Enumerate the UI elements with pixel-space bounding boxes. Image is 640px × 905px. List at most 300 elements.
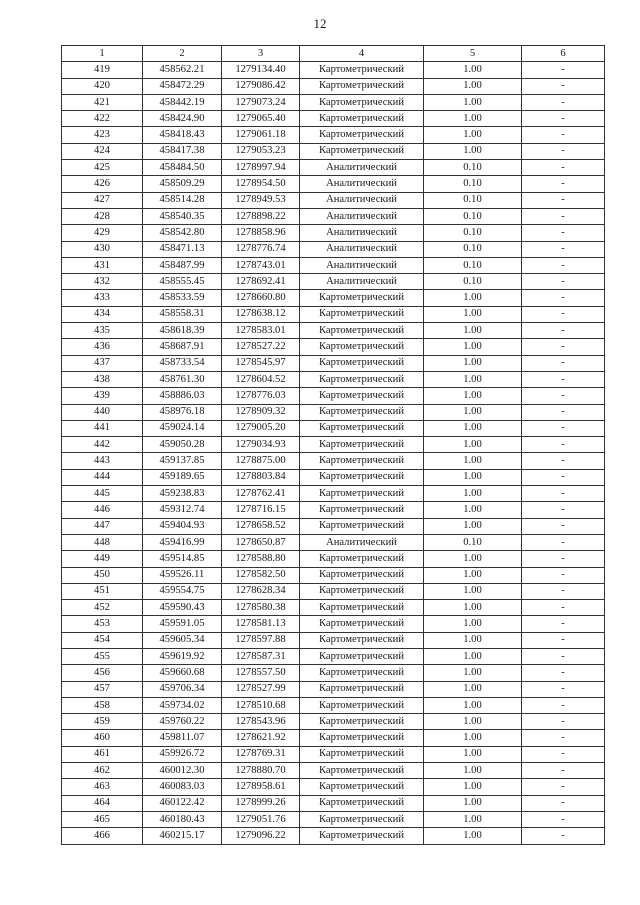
x-coordinate-cell: 458618.39: [143, 323, 222, 339]
y-coordinate-cell: 1278898.22: [222, 208, 300, 224]
method-cell: Аналитический: [300, 534, 424, 550]
table-header-row: [62, 46, 605, 62]
x-coordinate-cell: 459526.11: [143, 567, 222, 583]
method-cell: Аналитический: [300, 274, 424, 290]
method-cell: Картометрический: [300, 600, 424, 616]
point-number-cell: 464: [62, 795, 143, 811]
table-row: [62, 257, 605, 273]
table-row: [62, 208, 605, 224]
point-number-cell: 424: [62, 143, 143, 159]
note-cell: -: [522, 681, 605, 697]
accuracy-cell: 0.10: [424, 257, 522, 273]
y-coordinate-cell: 1278692.41: [222, 274, 300, 290]
method-cell: Картометрический: [300, 420, 424, 436]
table-row: [62, 453, 605, 469]
note-cell: -: [522, 763, 605, 779]
method-cell: Картометрический: [300, 828, 424, 844]
accuracy-cell: 0.10: [424, 534, 522, 550]
x-coordinate-cell: 458886.03: [143, 388, 222, 404]
accuracy-cell: 1.00: [424, 779, 522, 795]
column-header: 6: [522, 46, 605, 62]
note-cell: -: [522, 274, 605, 290]
x-coordinate-cell: 460180.43: [143, 811, 222, 827]
x-coordinate-cell: 459312.74: [143, 502, 222, 518]
table-row: [62, 371, 605, 387]
y-coordinate-cell: 1278875.00: [222, 453, 300, 469]
x-coordinate-cell: 458471.13: [143, 241, 222, 257]
method-cell: Картометрический: [300, 143, 424, 159]
table-row: [62, 534, 605, 550]
x-coordinate-cell: 458540.35: [143, 208, 222, 224]
table-row: [62, 388, 605, 404]
note-cell: -: [522, 632, 605, 648]
method-cell: Картометрический: [300, 681, 424, 697]
method-cell: Картометрический: [300, 355, 424, 371]
note-cell: -: [522, 241, 605, 257]
y-coordinate-cell: 1278582.50: [222, 567, 300, 583]
point-number-cell: 456: [62, 665, 143, 681]
note-cell: -: [522, 600, 605, 616]
x-coordinate-cell: 458484.50: [143, 160, 222, 176]
note-cell: -: [522, 648, 605, 664]
table-row: [62, 648, 605, 664]
point-number-cell: 425: [62, 160, 143, 176]
method-cell: Картометрический: [300, 323, 424, 339]
note-cell: -: [522, 78, 605, 94]
table-row: [62, 551, 605, 567]
y-coordinate-cell: 1278527.22: [222, 339, 300, 355]
point-number-cell: 449: [62, 551, 143, 567]
method-cell: Картометрический: [300, 632, 424, 648]
table-row: [62, 274, 605, 290]
method-cell: Картометрический: [300, 469, 424, 485]
accuracy-cell: 1.00: [424, 371, 522, 387]
table-row: [62, 355, 605, 371]
note-cell: -: [522, 111, 605, 127]
method-cell: Картометрический: [300, 811, 424, 827]
accuracy-cell: 1.00: [424, 62, 522, 78]
point-number-cell: 422: [62, 111, 143, 127]
table-row: [62, 714, 605, 730]
note-cell: -: [522, 486, 605, 502]
method-cell: Аналитический: [300, 208, 424, 224]
note-cell: -: [522, 192, 605, 208]
note-cell: -: [522, 371, 605, 387]
point-number-cell: 421: [62, 94, 143, 110]
accuracy-cell: 1.00: [424, 746, 522, 762]
accuracy-cell: 0.10: [424, 176, 522, 192]
point-number-cell: 446: [62, 502, 143, 518]
table-row: [62, 290, 605, 306]
method-cell: Картометрический: [300, 306, 424, 322]
y-coordinate-cell: 1278997.94: [222, 160, 300, 176]
accuracy-cell: 1.00: [424, 600, 522, 616]
point-number-cell: 444: [62, 469, 143, 485]
table-body: [62, 62, 605, 844]
x-coordinate-cell: 458417.38: [143, 143, 222, 159]
x-coordinate-cell: 459050.28: [143, 437, 222, 453]
accuracy-cell: 1.00: [424, 486, 522, 502]
x-coordinate-cell: 458424.90: [143, 111, 222, 127]
note-cell: -: [522, 176, 605, 192]
y-coordinate-cell: 1278527.99: [222, 681, 300, 697]
x-coordinate-cell: 458542.80: [143, 225, 222, 241]
point-number-cell: 432: [62, 274, 143, 290]
point-number-cell: 458: [62, 697, 143, 713]
y-coordinate-cell: 1279061.18: [222, 127, 300, 143]
accuracy-cell: 1.00: [424, 323, 522, 339]
table-row: [62, 616, 605, 632]
x-coordinate-cell: 458687.91: [143, 339, 222, 355]
table-row: [62, 665, 605, 681]
method-cell: Картометрический: [300, 486, 424, 502]
column-header: 1: [62, 46, 143, 62]
y-coordinate-cell: 1278557.50: [222, 665, 300, 681]
table-row: [62, 176, 605, 192]
y-coordinate-cell: 1278660.80: [222, 290, 300, 306]
point-number-cell: 429: [62, 225, 143, 241]
y-coordinate-cell: 1279073.24: [222, 94, 300, 110]
x-coordinate-cell: 459189.65: [143, 469, 222, 485]
point-number-cell: 433: [62, 290, 143, 306]
table-row: [62, 811, 605, 827]
y-coordinate-cell: 1278999.26: [222, 795, 300, 811]
x-coordinate-cell: 460012.30: [143, 763, 222, 779]
method-cell: Картометрический: [300, 795, 424, 811]
x-coordinate-cell: 458442.19: [143, 94, 222, 110]
y-coordinate-cell: 1278743.01: [222, 257, 300, 273]
accuracy-cell: 1.00: [424, 518, 522, 534]
y-coordinate-cell: 1279065.40: [222, 111, 300, 127]
point-number-cell: 455: [62, 648, 143, 664]
method-cell: Аналитический: [300, 257, 424, 273]
table-row: [62, 404, 605, 420]
accuracy-cell: 1.00: [424, 127, 522, 143]
table-row: [62, 323, 605, 339]
method-cell: Картометрический: [300, 665, 424, 681]
x-coordinate-cell: 460215.17: [143, 828, 222, 844]
table-row: [62, 746, 605, 762]
y-coordinate-cell: 1278621.92: [222, 730, 300, 746]
table-row: [62, 502, 605, 518]
method-cell: Картометрический: [300, 763, 424, 779]
table-row: [62, 681, 605, 697]
table-row: [62, 518, 605, 534]
note-cell: -: [522, 127, 605, 143]
y-coordinate-cell: 1278628.34: [222, 583, 300, 599]
y-coordinate-cell: 1278958.61: [222, 779, 300, 795]
x-coordinate-cell: 458976.18: [143, 404, 222, 420]
y-coordinate-cell: 1278716.15: [222, 502, 300, 518]
note-cell: -: [522, 730, 605, 746]
x-coordinate-cell: 458733.54: [143, 355, 222, 371]
table-row: [62, 339, 605, 355]
y-coordinate-cell: 1278545.97: [222, 355, 300, 371]
method-cell: Картометрический: [300, 551, 424, 567]
method-cell: Картометрический: [300, 339, 424, 355]
accuracy-cell: 1.00: [424, 697, 522, 713]
method-cell: Аналитический: [300, 176, 424, 192]
y-coordinate-cell: 1279134.40: [222, 62, 300, 78]
x-coordinate-cell: 458761.30: [143, 371, 222, 387]
accuracy-cell: 1.00: [424, 811, 522, 827]
note-cell: -: [522, 534, 605, 550]
table-row: [62, 94, 605, 110]
accuracy-cell: 1.00: [424, 355, 522, 371]
x-coordinate-cell: 458514.28: [143, 192, 222, 208]
accuracy-cell: 1.00: [424, 404, 522, 420]
table-row: [62, 763, 605, 779]
note-cell: -: [522, 143, 605, 159]
method-cell: Картометрический: [300, 404, 424, 420]
point-number-cell: 434: [62, 306, 143, 322]
table-row: [62, 567, 605, 583]
x-coordinate-cell: 459706.34: [143, 681, 222, 697]
point-number-cell: 427: [62, 192, 143, 208]
x-coordinate-cell: 459811.07: [143, 730, 222, 746]
accuracy-cell: 1.00: [424, 665, 522, 681]
table-row: [62, 225, 605, 241]
note-cell: -: [522, 225, 605, 241]
note-cell: -: [522, 616, 605, 632]
method-cell: Картометрический: [300, 616, 424, 632]
note-cell: -: [522, 502, 605, 518]
note-cell: -: [522, 453, 605, 469]
method-cell: Картометрический: [300, 127, 424, 143]
y-coordinate-cell: 1278803.84: [222, 469, 300, 485]
point-number-cell: 431: [62, 257, 143, 273]
note-cell: -: [522, 811, 605, 827]
point-number-cell: 439: [62, 388, 143, 404]
accuracy-cell: 1.00: [424, 828, 522, 844]
y-coordinate-cell: 1278510.68: [222, 697, 300, 713]
method-cell: Картометрический: [300, 94, 424, 110]
table-row: [62, 486, 605, 502]
method-cell: Картометрический: [300, 62, 424, 78]
y-coordinate-cell: 1278543.96: [222, 714, 300, 730]
x-coordinate-cell: 459554.75: [143, 583, 222, 599]
y-coordinate-cell: 1278858.96: [222, 225, 300, 241]
y-coordinate-cell: 1278658.52: [222, 518, 300, 534]
accuracy-cell: 1.00: [424, 795, 522, 811]
x-coordinate-cell: 459591.05: [143, 616, 222, 632]
accuracy-cell: 0.10: [424, 160, 522, 176]
method-cell: Картометрический: [300, 290, 424, 306]
point-number-cell: 438: [62, 371, 143, 387]
method-cell: Картометрический: [300, 697, 424, 713]
table-row: [62, 160, 605, 176]
y-coordinate-cell: 1278769.31: [222, 746, 300, 762]
point-number-cell: 426: [62, 176, 143, 192]
accuracy-cell: 1.00: [424, 420, 522, 436]
note-cell: -: [522, 94, 605, 110]
point-number-cell: 462: [62, 763, 143, 779]
note-cell: -: [522, 828, 605, 844]
note-cell: -: [522, 714, 605, 730]
table-row: [62, 632, 605, 648]
point-number-cell: 430: [62, 241, 143, 257]
point-number-cell: 463: [62, 779, 143, 795]
note-cell: -: [522, 697, 605, 713]
y-coordinate-cell: 1278650.87: [222, 534, 300, 550]
point-number-cell: 436: [62, 339, 143, 355]
point-number-cell: 466: [62, 828, 143, 844]
method-cell: Картометрический: [300, 78, 424, 94]
x-coordinate-cell: 460083.03: [143, 779, 222, 795]
method-cell: Картометрический: [300, 453, 424, 469]
page-number: 12: [313, 16, 327, 31]
y-coordinate-cell: 1278588.80: [222, 551, 300, 567]
x-coordinate-cell: 458418.43: [143, 127, 222, 143]
y-coordinate-cell: 1278776.74: [222, 241, 300, 257]
table-row: [62, 600, 605, 616]
y-coordinate-cell: 1278583.01: [222, 323, 300, 339]
method-cell: Картометрический: [300, 502, 424, 518]
accuracy-cell: 1.00: [424, 567, 522, 583]
table-row: [62, 78, 605, 94]
note-cell: -: [522, 567, 605, 583]
table-row: [62, 730, 605, 746]
x-coordinate-cell: 458487.99: [143, 257, 222, 273]
y-coordinate-cell: 1278587.31: [222, 648, 300, 664]
note-cell: -: [522, 795, 605, 811]
note-cell: -: [522, 746, 605, 762]
x-coordinate-cell: 459137.85: [143, 453, 222, 469]
x-coordinate-cell: 459416.99: [143, 534, 222, 550]
method-cell: Картометрический: [300, 371, 424, 387]
x-coordinate-cell: 459660.68: [143, 665, 222, 681]
accuracy-cell: 1.00: [424, 730, 522, 746]
accuracy-cell: 1.00: [424, 616, 522, 632]
point-number-cell: 447: [62, 518, 143, 534]
x-coordinate-cell: 458509.29: [143, 176, 222, 192]
accuracy-cell: 1.00: [424, 306, 522, 322]
point-number-cell: 419: [62, 62, 143, 78]
method-cell: Картометрический: [300, 437, 424, 453]
point-number-cell: 457: [62, 681, 143, 697]
point-number-cell: 461: [62, 746, 143, 762]
table-row: [62, 583, 605, 599]
x-coordinate-cell: 459605.34: [143, 632, 222, 648]
x-coordinate-cell: 459238.83: [143, 486, 222, 502]
coordinates-table: [61, 45, 605, 845]
method-cell: Картометрический: [300, 518, 424, 534]
table-row: [62, 469, 605, 485]
point-number-cell: 437: [62, 355, 143, 371]
table-row: [62, 306, 605, 322]
note-cell: -: [522, 339, 605, 355]
note-cell: -: [522, 306, 605, 322]
method-cell: Картометрический: [300, 111, 424, 127]
accuracy-cell: 1.00: [424, 763, 522, 779]
y-coordinate-cell: 1279051.76: [222, 811, 300, 827]
note-cell: -: [522, 388, 605, 404]
point-number-cell: 453: [62, 616, 143, 632]
method-cell: Картометрический: [300, 567, 424, 583]
accuracy-cell: 1.00: [424, 632, 522, 648]
x-coordinate-cell: 458562.21: [143, 62, 222, 78]
point-number-cell: 442: [62, 437, 143, 453]
x-coordinate-cell: 459760.22: [143, 714, 222, 730]
table-row: [62, 420, 605, 436]
method-cell: Картометрический: [300, 714, 424, 730]
point-number-cell: 441: [62, 420, 143, 436]
accuracy-cell: 0.10: [424, 274, 522, 290]
y-coordinate-cell: 1279086.42: [222, 78, 300, 94]
point-number-cell: 435: [62, 323, 143, 339]
y-coordinate-cell: 1279096.22: [222, 828, 300, 844]
note-cell: -: [522, 583, 605, 599]
y-coordinate-cell: 1279053.23: [222, 143, 300, 159]
accuracy-cell: 1.00: [424, 502, 522, 518]
method-cell: Картометрический: [300, 388, 424, 404]
note-cell: -: [522, 323, 605, 339]
accuracy-cell: 1.00: [424, 583, 522, 599]
table-row: [62, 111, 605, 127]
point-number-cell: 448: [62, 534, 143, 550]
point-number-cell: 459: [62, 714, 143, 730]
accuracy-cell: 0.10: [424, 241, 522, 257]
point-number-cell: 454: [62, 632, 143, 648]
note-cell: -: [522, 404, 605, 420]
accuracy-cell: 1.00: [424, 290, 522, 306]
table-row: [62, 779, 605, 795]
accuracy-cell: 1.00: [424, 143, 522, 159]
method-cell: Картометрический: [300, 779, 424, 795]
x-coordinate-cell: 458472.29: [143, 78, 222, 94]
point-number-cell: 423: [62, 127, 143, 143]
table-row: [62, 697, 605, 713]
y-coordinate-cell: 1278909.32: [222, 404, 300, 420]
note-cell: -: [522, 420, 605, 436]
column-header: 3: [222, 46, 300, 62]
x-coordinate-cell: 459734.02: [143, 697, 222, 713]
accuracy-cell: 0.10: [424, 192, 522, 208]
point-number-cell: 443: [62, 453, 143, 469]
accuracy-cell: 1.00: [424, 78, 522, 94]
column-header: 4: [300, 46, 424, 62]
accuracy-cell: 1.00: [424, 339, 522, 355]
accuracy-cell: 1.00: [424, 437, 522, 453]
table-row: [62, 437, 605, 453]
method-cell: Аналитический: [300, 160, 424, 176]
table-row: [62, 795, 605, 811]
point-number-cell: 440: [62, 404, 143, 420]
x-coordinate-cell: 459926.72: [143, 746, 222, 762]
note-cell: -: [522, 257, 605, 273]
y-coordinate-cell: 1278949.53: [222, 192, 300, 208]
point-number-cell: 420: [62, 78, 143, 94]
accuracy-cell: 1.00: [424, 111, 522, 127]
accuracy-cell: 1.00: [424, 681, 522, 697]
note-cell: -: [522, 518, 605, 534]
table-row: [62, 143, 605, 159]
accuracy-cell: 1.00: [424, 551, 522, 567]
point-number-cell: 465: [62, 811, 143, 827]
x-coordinate-cell: 459619.92: [143, 648, 222, 664]
table-row: [62, 241, 605, 257]
table-row: [62, 62, 605, 78]
point-number-cell: 452: [62, 600, 143, 616]
x-coordinate-cell: 459514.85: [143, 551, 222, 567]
note-cell: -: [522, 437, 605, 453]
note-cell: -: [522, 290, 605, 306]
y-coordinate-cell: 1278776.03: [222, 388, 300, 404]
method-cell: Аналитический: [300, 241, 424, 257]
point-number-cell: 451: [62, 583, 143, 599]
column-header: 5: [424, 46, 522, 62]
x-coordinate-cell: 459590.43: [143, 600, 222, 616]
